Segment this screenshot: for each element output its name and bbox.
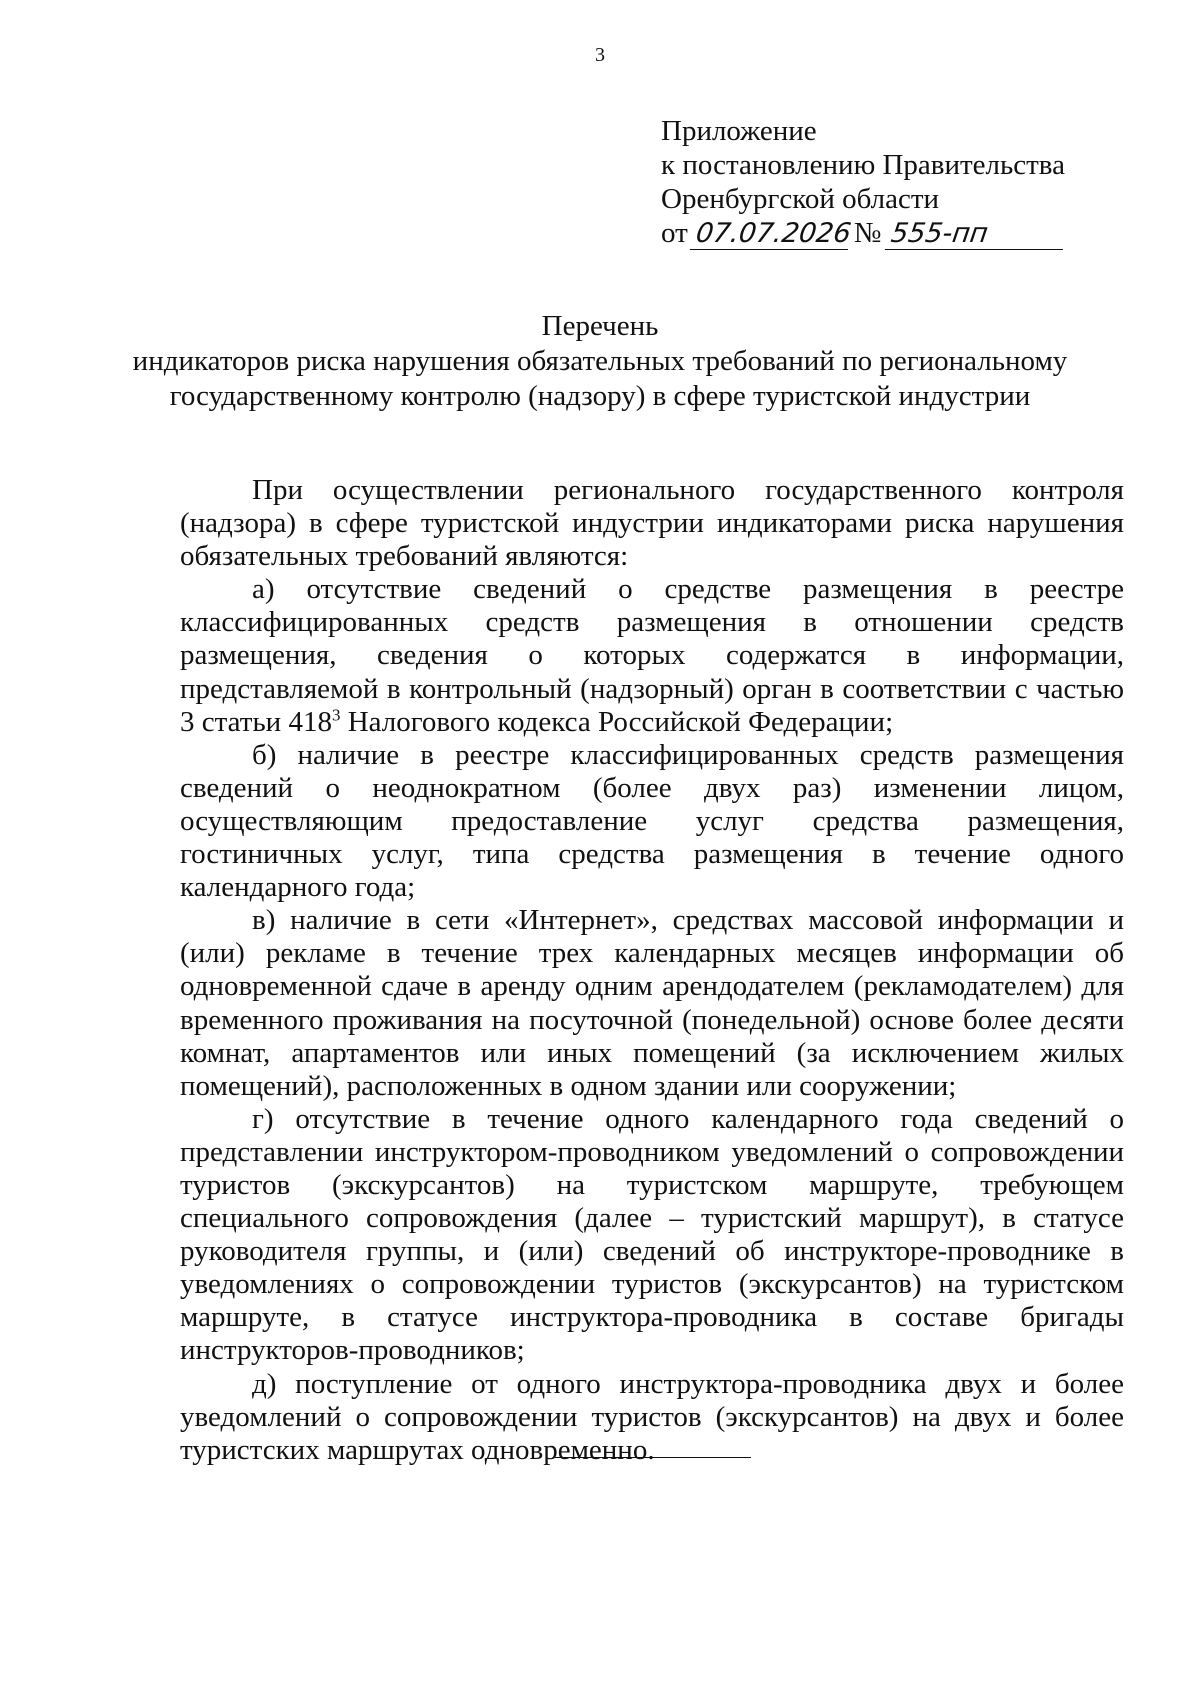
item-a-text: а) отсутствие сведений о средстве размещения в реестре классифицированных средств размещения в отношении средств размещения, сведения о которых содержатся в информации, представляемой в контрольный (надзорный) орган в соответствии с частью 3 статьи 418 xyxy=(180,573,1124,738)
from-label: от xyxy=(661,217,688,249)
item-g-paragraph: г) отсутствие в течение одного календарного года сведений о представлении инструктором-проводником уведомлений о сопровождении туристов (экскурсантов) на туристском маршруте, требующем специального сопровождения (далее – туристский маршрут), в статусе руководителя группы, и (или) сведений об инструкторе-проводнике в уведомлениях о сопровождении туристов (экскурсантов) на туристском маршруте, в статусе инструктора-проводника в составе бригады инструкторов-проводников; xyxy=(180,1102,1124,1367)
item-b-paragraph: б) наличие в реестре классифицированных средств размещения сведений о неоднократном (более двух раз) изменении лицом, осуществляющим предоставление услуг средства размещения, гостиничных услуг, типа средства размещения в течение одного календарного года; xyxy=(180,738,1124,904)
title-line-1: индикаторов риска нарушения обязательных требований по региональному xyxy=(132,345,1068,377)
appendix-reference-line xyxy=(661,216,1065,250)
number-label: № xyxy=(853,217,882,249)
handwritten-number: 555-пп xyxy=(885,219,1067,250)
appendix-block xyxy=(661,114,1065,250)
title-line-2: государственному контролю (надзору) в сфере туристской индустрии xyxy=(169,380,1031,412)
appendix-line-1: Приложение xyxy=(661,115,817,147)
page-number: 3 xyxy=(595,44,605,66)
handwritten-date: 07.07.2026 xyxy=(690,219,852,250)
document-body xyxy=(180,474,1124,1467)
appendix-line-2: к постановлению Правительства xyxy=(661,149,1065,181)
item-d-paragraph: д) поступление от одного инструктора-проводника двух и более уведомлений о сопровождении туристов (экскурсантов) на двух и более туристских маршрутах одновременно. xyxy=(180,1367,1124,1466)
title-heading: Перечень xyxy=(541,310,659,342)
item-a-tail: Налогового кодекса Российской Федерации; xyxy=(340,705,894,738)
document-title xyxy=(0,309,1200,414)
item-v-paragraph: в) наличие в сети «Интернет», средствах массовой информации и (или) рекламе в течение трех календарных месяцев информации об одновременной сдаче в аренду одним арендодателем (рекламодателем) для временного проживания на посуточной (понедельной) основе более десяти комнат, апартаментов или иных помещений (за исключением жилых помещений), расположенных в одном здании или сооружении; xyxy=(180,904,1124,1102)
item-a-superscript: 3 xyxy=(331,705,341,724)
item-a-paragraph xyxy=(180,573,1124,738)
appendix-line-3: Оренбургской области xyxy=(661,183,940,215)
end-divider xyxy=(555,1457,751,1458)
intro-paragraph: При осуществлении регионального государственного контроля (надзора) в сфере туристской индустрии индикаторами риска нарушения обязательных требований являются: xyxy=(180,474,1124,573)
